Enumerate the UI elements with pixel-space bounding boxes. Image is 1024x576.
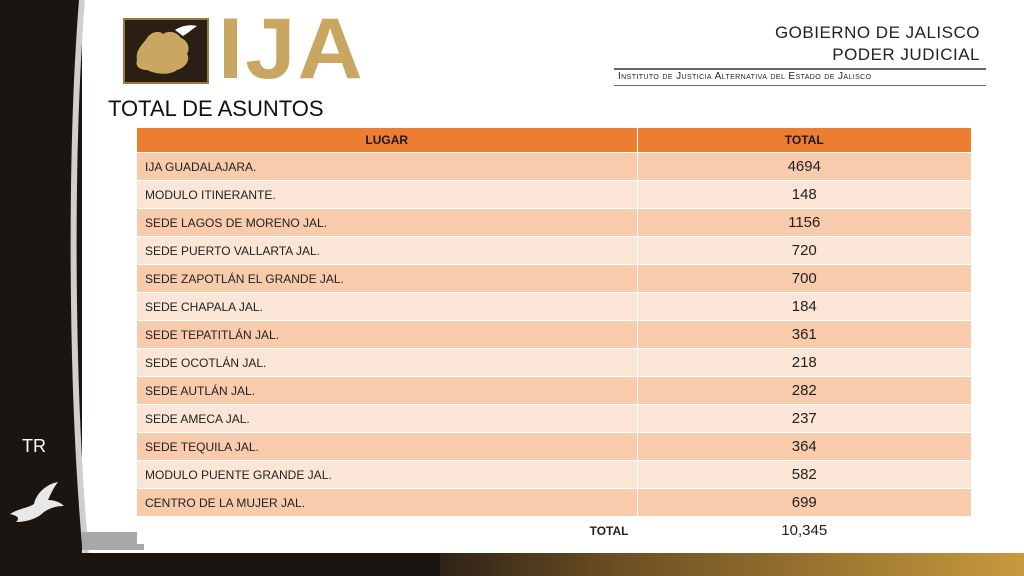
cell-total: 237 [637,405,971,433]
jalisco-map-icon [125,20,207,82]
header-rule [614,68,986,70]
cell-total: 218 [637,349,971,377]
cell-total: 582 [637,461,971,489]
cell-total: 699 [637,489,971,517]
gray-accent-stripe [82,532,144,550]
table-row [137,489,971,517]
cell-lugar: SEDE TEPATITLÁN JAL. [137,321,637,349]
table-row [137,265,971,293]
cell-lugar: MODULO PUENTE GRANDE JAL. [137,461,637,489]
total-label: TOTAL [137,517,637,545]
page-title: TOTAL DE ASUNTOS [108,96,324,121]
cell-lugar: SEDE AUTLÁN JAL. [137,377,637,405]
cell-lugar: SEDE PUERTO VALLARTA JAL. [137,237,637,265]
cell-total: 184 [637,293,971,321]
cell-lugar: SEDE TEQUILA JAL. [137,433,637,461]
cell-lugar: SEDE AMECA JAL. [137,405,637,433]
table-row [137,321,971,349]
cell-total: 364 [637,433,971,461]
cell-total: 148 [637,181,971,209]
ija-logo-text: IJA [218,1,365,97]
table-row [137,405,971,433]
table-total-row [137,517,971,545]
table-row [137,377,971,405]
table-header-row [137,128,971,153]
table-row [137,433,971,461]
gov-line-1: GOBIERNO DE JALISCO [774,23,980,42]
table-row [137,461,971,489]
cell-total: 4694 [637,153,971,181]
table-row [137,209,971,237]
results-table [137,128,971,544]
cell-total: 720 [637,237,971,265]
side-label: TR [22,436,46,456]
institute-name: Instituto de Justicia Alternativa del Estado de Jalisco [618,71,872,82]
cell-lugar: MODULO ITINERANTE. [137,181,637,209]
table-body [137,153,971,545]
cell-lugar: SEDE CHAPALA JAL. [137,293,637,321]
cell-lugar: SEDE ZAPOTLÁN EL GRANDE JAL. [137,265,637,293]
table-row [137,153,971,181]
cell-total: 361 [637,321,971,349]
cell-lugar: CENTRO DE LA MUJER JAL. [137,489,637,517]
cell-total: 700 [637,265,971,293]
table-row [137,181,971,209]
totals-table [137,128,971,544]
dove-icon [6,478,66,526]
table-row [137,293,971,321]
government-title [775,22,980,66]
column-header-total: TOTAL [637,128,971,153]
cell-lugar: SEDE LAGOS DE MORENO JAL. [137,209,637,237]
bottom-decorative-band [0,553,1024,576]
header-rule-bottom [614,85,986,86]
jalisco-map-logo [123,18,209,84]
cell-total: 1156 [637,209,971,237]
table-row [137,237,971,265]
table-row [137,349,971,377]
total-value: 10,345 [637,517,971,545]
gov-line-2: PODER JUDICIAL [832,45,980,64]
cell-lugar: SEDE OCOTLÁN JAL. [137,349,637,377]
column-header-lugar: LUGAR [137,128,637,153]
cell-lugar: IJA GUADALAJARA. [137,153,637,181]
cell-total: 282 [637,377,971,405]
